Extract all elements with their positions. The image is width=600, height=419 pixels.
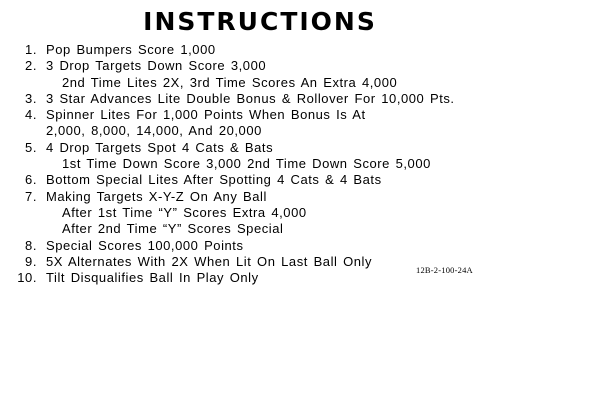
item-number: 7. [25, 188, 37, 204]
item-text: 3 Drop Targets Down Score 3,000 [46, 58, 267, 74]
item-continuation: After 2nd Time “Y” Scores Special [62, 221, 284, 237]
list-item [8, 238, 588, 254]
part-number: 12B-2-100-24A [416, 265, 473, 275]
item-text: Spinner Lites For 1,000 Points When Bonus Is At [46, 107, 366, 123]
item-number: 1. [25, 42, 37, 57]
list-item [8, 189, 588, 238]
item-continuation: After 1st Time “Y” Scores Extra 4,000 [62, 204, 307, 220]
item-number: 5. [25, 139, 37, 155]
item-text: 3 Star Advances Lite Double Bonus & Rollover For 10,000 Pts. [46, 90, 455, 106]
item-text: Pop Bumpers Score 1,000 [46, 42, 216, 57]
item-text: 5X Alternates With 2X When Lit On Last Ball Only [46, 253, 373, 269]
item-text: Tilt Disqualifies Ball In Play Only [46, 270, 259, 286]
list-item [8, 91, 588, 107]
item-number: 6. [25, 172, 37, 188]
item-number: 3. [25, 90, 37, 106]
item-text: 4 Drop Targets Spot 4 Cats & Bats [46, 139, 274, 155]
instruction-list [8, 42, 588, 286]
item-continuation: 1st Time Down Score 3,000 2nd Time Down Score 5,000 [62, 156, 431, 172]
item-number: 9. [25, 253, 37, 269]
list-item [8, 107, 588, 140]
item-number: 10. [17, 270, 37, 286]
page-title: INSTRUCTIONS [143, 7, 377, 36]
list-item [8, 254, 588, 270]
list-item [8, 140, 588, 173]
item-continuation: 2nd Time Lites 2X, 3rd Time Scores An Extra 4,000 [62, 74, 398, 90]
list-item [8, 58, 588, 91]
item-text: Bottom Special Lites After Spotting 4 Cats & 4 Bats [46, 172, 382, 188]
item-number: 2. [25, 58, 37, 74]
item-number: 4. [25, 107, 37, 123]
item-text: Special Scores 100,000 Points [46, 237, 244, 253]
item-continuation: 2,000, 8,000, 14,000, And 20,000 [46, 123, 262, 139]
list-item [8, 42, 588, 58]
item-number: 8. [25, 237, 37, 253]
list-item [8, 270, 588, 286]
list-item [8, 172, 588, 188]
item-text: Making Targets X-Y-Z On Any Ball [46, 188, 267, 204]
